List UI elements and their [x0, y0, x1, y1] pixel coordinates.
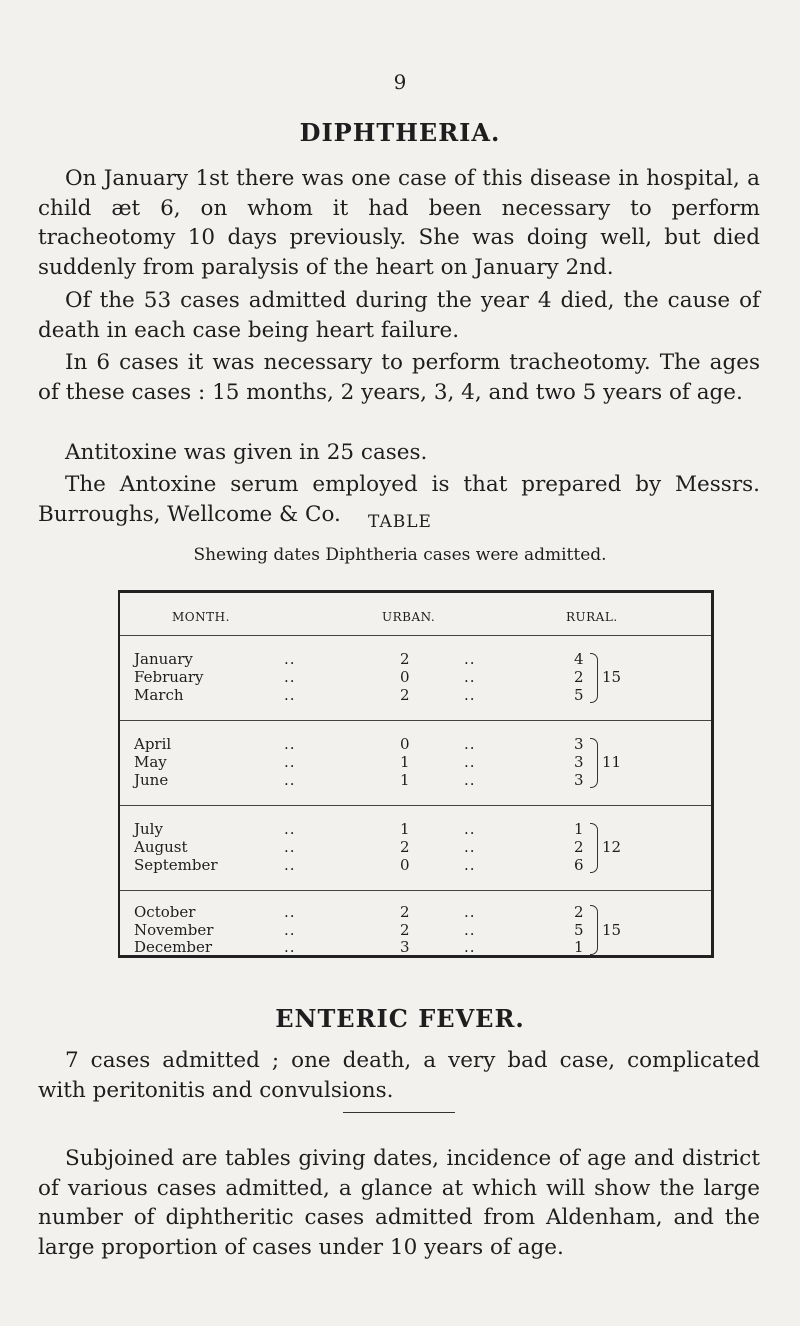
rural-cell: 3 — [574, 753, 584, 771]
month-cell: August — [134, 838, 188, 856]
urban-cell: 1 — [400, 753, 410, 771]
table-header-row — [120, 593, 711, 635]
month-cell: June — [134, 771, 169, 789]
header-rural: RURAL. — [566, 610, 618, 624]
header-rule — [120, 635, 711, 636]
header-urban: URBAN. — [382, 610, 436, 624]
urban-cell: 1 — [400, 771, 410, 789]
rural-cell: 5 — [574, 921, 584, 939]
rural-cell: 4 — [574, 650, 584, 668]
leader-dots: .. — [464, 921, 476, 939]
header-month: MONTH. — [172, 610, 230, 624]
diphtheria-admissions-table — [118, 590, 714, 958]
diphtheria-paragraph-4: Antitoxine was given in 25 cases. — [65, 440, 428, 465]
leader-dots: .. — [464, 856, 476, 874]
leader-dots: .. — [464, 753, 476, 771]
page-number: 9 — [393, 70, 407, 94]
quarter-total: 11 — [602, 753, 622, 771]
quarter-total: 15 — [602, 668, 622, 686]
rural-cell: 2 — [574, 668, 584, 686]
month-cell: November — [134, 921, 214, 939]
leader-dots: .. — [284, 686, 296, 704]
diphtheria-paragraph-5: The Antoxine serum employed is that prepared by Messrs. Burroughs, Wellcome & Co. — [38, 472, 760, 527]
urban-cell: 2 — [400, 903, 410, 921]
leader-dots: .. — [284, 820, 296, 838]
quarter-rule — [120, 720, 711, 721]
table-title: TABLE — [368, 512, 432, 532]
leader-dots: .. — [464, 838, 476, 856]
leader-dots: .. — [284, 735, 296, 753]
leader-dots: .. — [284, 753, 296, 771]
rural-cell: 2 — [574, 838, 584, 856]
rural-cell: 6 — [574, 856, 584, 874]
diphtheria-heading: DIPHTHERIA. — [299, 118, 501, 147]
leader-dots: .. — [464, 668, 476, 686]
month-cell: July — [134, 820, 163, 838]
leader-dots: .. — [284, 856, 296, 874]
leader-dots: .. — [464, 650, 476, 668]
rural-cell: 5 — [574, 686, 584, 704]
leader-dots: .. — [284, 838, 296, 856]
quarter-total: 15 — [602, 921, 622, 939]
leader-dots: .. — [464, 938, 476, 956]
urban-cell: 2 — [400, 838, 410, 856]
enteric-heading: ENTERIC FEVER. — [275, 1004, 525, 1033]
subjoined-paragraph: Subjoined are tables giving dates, incidence of age and district of various cases admitted, a glance at which will show the large number of diphtheritic cases admitted from Aldenham, and the large proportion of cases under 10 years of age. — [38, 1146, 760, 1260]
month-cell: April — [134, 735, 172, 753]
quarter-brace — [590, 823, 598, 873]
month-cell: October — [134, 903, 196, 921]
quarter-rule — [120, 890, 711, 891]
rural-cell: 2 — [574, 903, 584, 921]
section-divider — [343, 1112, 455, 1113]
urban-cell: 0 — [400, 668, 410, 686]
rural-cell: 3 — [574, 771, 584, 789]
month-cell: January — [134, 650, 193, 668]
leader-dots: .. — [464, 820, 476, 838]
urban-cell: 3 — [400, 938, 410, 956]
diphtheria-paragraph-1: On January 1st there was one case of this disease in hospital, a child æt 6, on whom it had been necessary to perform tracheotomy 10 days previously. She was doing well, but died suddenly from paralysis of the heart on January 2nd. — [38, 166, 760, 280]
urban-cell: 1 — [400, 820, 410, 838]
rural-cell: 3 — [574, 735, 584, 753]
diphtheria-paragraph-2: Of the 53 cases admitted during the year 4 died, the cause of death in each case being heart failure. — [38, 288, 760, 343]
urban-cell: 0 — [400, 735, 410, 753]
quarter-brace — [590, 905, 598, 955]
leader-dots: .. — [284, 650, 296, 668]
month-cell: May — [134, 753, 167, 771]
month-cell: September — [134, 856, 218, 874]
urban-cell: 2 — [400, 686, 410, 704]
leader-dots: .. — [464, 771, 476, 789]
month-cell: March — [134, 686, 184, 704]
month-cell: February — [134, 668, 204, 686]
diphtheria-paragraph-3: In 6 cases it was necessary to perform tracheotomy. The ages of these cases : 15 months, 2 years, 3, 4, and two 5 years of age. — [38, 350, 760, 405]
month-cell: December — [134, 938, 213, 956]
urban-cell: 2 — [400, 650, 410, 668]
leader-dots: .. — [284, 938, 296, 956]
leader-dots: .. — [284, 903, 296, 921]
rural-cell: 1 — [574, 938, 584, 956]
leader-dots: .. — [284, 921, 296, 939]
leader-dots: .. — [464, 686, 476, 704]
quarter-brace — [590, 653, 598, 703]
urban-cell: 2 — [400, 921, 410, 939]
rural-cell: 1 — [574, 820, 584, 838]
urban-cell: 0 — [400, 856, 410, 874]
enteric-paragraph: 7 cases admitted ; one death, a very bad case, complicated with peritonitis and convulsions. — [38, 1048, 760, 1103]
quarter-rule — [120, 805, 711, 806]
quarter-total: 12 — [602, 838, 622, 856]
quarter-brace — [590, 738, 598, 788]
table-caption: Shewing dates Diphtheria cases were admitted. — [193, 545, 607, 565]
leader-dots: .. — [284, 668, 296, 686]
leader-dots: .. — [464, 903, 476, 921]
leader-dots: .. — [284, 771, 296, 789]
leader-dots: .. — [464, 735, 476, 753]
